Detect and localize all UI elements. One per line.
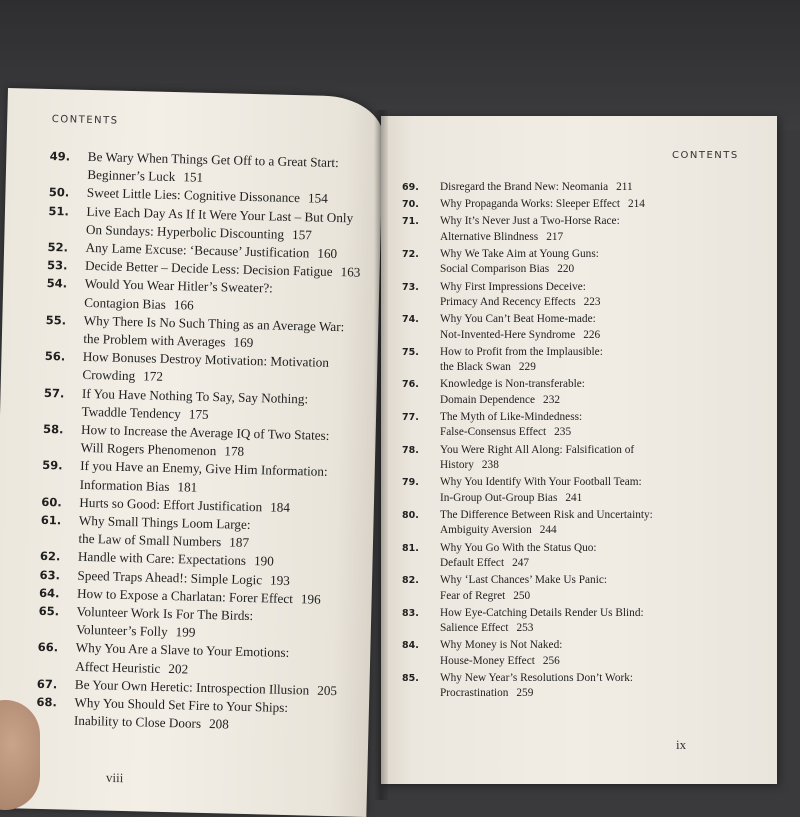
toc-entry-title: False-Consensus Effect [440,426,547,439]
toc-entry-number: 61. [40,512,62,528]
thumb [0,700,40,810]
toc-entry-page: 196 [300,591,321,607]
toc-entry-title-line [440,247,653,262]
toc-entry-title: Why ‘Last Chances’ Make Us Panic: [440,574,607,587]
toc-entry-title: If You Have Nothing To Say, Say Nothing: [81,385,309,407]
toc-entry-title: the Problem with Averages [83,330,226,350]
toc-entry-number: 83. [402,607,419,619]
toc-entry-page: 193 [269,572,291,588]
toc-entry-page: 178 [224,443,245,460]
toc-entry-page: 208 [208,716,230,732]
toc-entry-title: Handle with Care: Expectations [77,549,247,569]
toc-entry-number: 50. [48,185,70,200]
toc-entry-title-line [440,345,653,360]
toc-entry-title-line [440,393,653,408]
toc-entry [402,443,653,474]
toc-entry-title: On Sundays: Hyperbolic Discounting [85,221,285,242]
toc-entry [402,377,653,408]
right-page-header: CONTENTS [672,150,739,161]
toc-entry-number: 60. [41,494,62,510]
toc-entry-page: 154 [307,190,328,207]
toc-entry-title: How Bonuses Destroy Motivation: Motivation [82,349,330,371]
toc-entry-number: 49. [49,148,71,164]
toc-entry-title: Why Small Things Loom Large: [78,512,251,533]
toc-entry-title: Domain Dependence [440,393,536,406]
toc-entry [402,180,653,195]
toc-entry-title-line [440,328,653,343]
toc-entry [402,671,653,702]
toc-entry-page: 232 [543,393,560,406]
toc-entry-page: 214 [628,198,645,211]
toc-entry-page: 259 [516,687,534,700]
toc-entry [402,280,653,311]
toc-entry-title-line [440,671,653,686]
toc-entry-page: 181 [177,478,198,495]
toc-entry-title-line [440,197,653,212]
toc-entry-title-line [440,589,653,604]
toc-entry-number: 71. [402,216,419,228]
toc-entry-title: Volunteer’s Folly [76,622,168,640]
toc-entry [36,693,350,737]
toc-entry [402,573,653,604]
toc-entry [402,345,653,376]
toc-entry-page: 220 [557,263,575,276]
toc-entry-title-line [440,654,653,669]
toc-entry-title-line [440,573,653,588]
toc-entry-title: Contagion Bias [84,294,167,312]
toc-entry-title: Be Wary When Things Get Off to a Great Start: [87,148,339,171]
toc-entry-number: 82. [402,575,419,587]
toc-entry-title: Be Your Own Heretic: Introspection Illusion [74,676,310,698]
toc-entry-page: 217 [546,230,564,243]
toc-entry-title: Alternative Blindness [440,230,539,243]
left-page-header: CONTENTS [51,114,119,127]
toc-entry-title: Why You Go With the Status Quo: [440,541,597,554]
toc-entry-page: 238 [481,459,499,472]
toc-entry-number: 54. [46,276,68,291]
toc-entry-page: 166 [173,296,194,313]
toc-entry-title: Why New Year’s Resolutions Don’t Work: [440,671,634,684]
book-gutter [374,110,388,800]
toc-entry-title: Crowding [82,367,136,384]
toc-entry-number: 51. [48,203,69,219]
toc-entry-title: Why It’s Never Just a Two-Horse Race: [440,215,620,228]
toc-entry-title: Beginner’s Luck [87,167,176,185]
toc-entry-title-line [440,443,653,458]
toc-entry-title: Any Lame Excuse: ‘Because’ Justification [85,239,310,261]
toc-entry-title-line [440,214,653,229]
toc-entry-title-line [440,638,653,653]
toc-entry [402,214,653,245]
toc-entry-title-line [440,475,653,490]
toc-entry-title: Primacy And Recency Effects [440,296,576,309]
toc-entry-number: 57. [43,385,65,401]
toc-entry-page: 157 [291,226,313,243]
toc-entry-title: the Law of Small Numbers [78,531,222,550]
toc-entry-title: Twaddle Tendency [81,403,182,422]
toc-entry-title-line [440,295,653,310]
toc-entry-title: Why You Are a Slave to Your Emotions: [75,640,290,661]
toc-entry [402,410,653,441]
toc-entry-number: 58. [42,421,64,437]
toc-entry-title: Not-Invented-Here Syndrome [440,328,576,341]
toc-entry [402,247,653,278]
toc-entry-title: The Myth of Like-Mindedness: [440,411,583,424]
toc-entry-title: Why First Impressions Deceive: [440,280,586,293]
toc-entry-title: House-Money Effect [440,654,535,667]
toc-entry-title: Volunteer Work Is For The Birds: [76,603,254,624]
toc-entry-page: 172 [142,368,164,385]
toc-entry-page: 205 [317,682,338,699]
toc-entry-page: 163 [340,264,361,280]
toc-entry-title: Default Effect [440,556,505,569]
toc-entry-number: 55. [45,312,67,328]
toc-entry-title: Affect Heuristic [75,658,161,676]
toc-entry-number: 64. [38,585,60,601]
toc-entry-number: 66. [37,640,59,655]
toc-entry-title: Why We Take Aim at Young Guns: [440,248,599,261]
toc-entry-title: Why You Can’t Beat Home-made: [440,313,596,326]
toc-entry [402,312,653,343]
toc-entry-number: 81. [402,542,419,554]
toc-entry-number: 74. [402,314,419,326]
toc-entry-title: If you Have an Enemy, Give Him Information: [80,458,328,480]
left-toc-list [36,147,363,737]
toc-entry-page: 223 [583,296,601,309]
toc-entry-title: How Eye-Catching Details Render Us Blind: [440,606,644,619]
toc-entry [402,197,653,212]
toc-entry-number: 59. [42,458,63,473]
toc-entry-page: 175 [188,406,209,422]
toc-entry-title-line [440,621,653,636]
toc-entry-number: 72. [402,249,419,261]
toc-entry-title: How to Profit from the Implausible: [440,345,603,358]
toc-entry-title-line [440,686,653,701]
toc-entry-title: Why Propaganda Works: Sleeper Effect [440,198,620,211]
toc-entry-title-line [440,410,653,425]
toc-entry-title: Disregard the Brand New: Neomania [440,181,609,193]
toc-entry [402,638,653,669]
toc-entry [402,508,653,539]
toc-entry-page: 247 [512,556,530,569]
toc-entry-number: 76. [402,379,419,391]
toc-entry-title: the Black Swan [440,361,511,374]
toc-entry-title: Sweet Little Lies: Cognitive Dissonance [86,185,301,206]
toc-entry-title-line [440,508,653,523]
toc-entry-title: Would You Wear Hitler’s Sweater?: [84,276,274,296]
toc-entry-title-line [440,280,653,295]
right-toc-list [402,180,653,704]
toc-entry-title: Knowledge is Non-transferable: [440,378,585,391]
toc-entry-title: You Were Right All Along: Falsification of [440,443,635,456]
toc-entry-title: Inability to Close Doors [73,713,202,732]
toc-entry-title: Why You Should Set Fire to Your Ships: [74,694,289,716]
toc-entry-number: 78. [402,444,419,456]
toc-entry [402,606,653,637]
toc-entry-number: 80. [402,509,419,521]
toc-entry-page: 253 [516,622,534,635]
toc-entry-title-line [440,541,653,556]
toc-entry-number: 69. [402,182,419,193]
toc-entry-number: 63. [39,567,61,583]
toc-entry-title-line [440,312,653,327]
toc-entry-title: Decide Better – Decide Less: Decision Fatigue [84,258,333,280]
toc-entry-number: 73. [402,281,419,293]
toc-entry-title: How to Increase the Average IQ of Two States: [80,421,330,443]
toc-entry-title: Why Money is Not Naked: [440,639,563,652]
toc-entry-title: Information Bias [79,476,170,494]
toc-entry-title: Social Comparison Bias [440,263,550,276]
toc-entry-title: Hurts so Good: Effort Justification [79,494,263,515]
toc-entry-title-line [440,523,653,538]
toc-entry-title: Fear of Regret [440,589,506,602]
toc-entry-number: 79. [402,477,419,489]
toc-entry-title: In-Group Out-Group Bias [440,491,558,504]
toc-entry-title-line [440,360,653,375]
toc-entry-title: Ambiguity Aversion [440,524,532,537]
toc-entry-page: 226 [583,328,601,341]
toc-entry-number: 53. [46,258,68,273]
toc-entry-page: 256 [542,654,560,667]
toc-entry-title-line [440,377,653,392]
toc-entry-title-line [440,425,653,440]
toc-entry [402,475,653,506]
toc-entry-page: 190 [253,553,274,570]
toc-entry-title-line [440,556,653,571]
toc-entry-number: 52. [47,239,69,255]
toc-entry-number: 84. [402,640,419,652]
toc-entry-page: 229 [518,361,536,374]
toc-entry-title-line [440,458,653,473]
toc-entry-number: 67. [36,676,58,692]
left-page-folio: viii [105,769,124,786]
toc-entry-title-line [440,262,653,277]
toc-entry-page: 160 [317,245,338,262]
toc-entry-number: 56. [44,349,66,364]
toc-entry-number: 85. [402,672,419,684]
toc-entry-title: Speed Traps Ahead!: Simple Logic [77,567,263,587]
toc-entry-number: 75. [402,346,419,358]
toc-entry-number: 70. [402,199,419,211]
toc-entry-title: How to Expose a Charlatan: Forer Effect [76,585,294,606]
toc-entry-page: 211 [616,181,633,193]
toc-entry-title: The Difference Between Risk and Uncertainty: [440,508,653,521]
toc-entry-title: Salience Effect [440,622,509,635]
toc-entry-title-line [440,606,653,621]
toc-entry-page: 244 [539,524,557,537]
toc-entry-number: 68. [36,694,57,710]
right-page-folio: ix [676,737,687,752]
toc-entry-page: 241 [565,491,583,504]
toc-entry [402,541,653,572]
toc-entry-title-line [440,230,653,245]
toc-entry-title: Live Each Day As If It Were Your Last – But Only [86,203,354,226]
toc-entry-page: 202 [168,660,189,677]
toc-entry-page: 250 [513,589,531,602]
toc-entry-title: Why There Is No Such Thing as an Average War: [83,312,345,335]
toc-entry-title-line [440,491,653,506]
toc-entry-title: Will Rogers Phenomenon [80,440,217,459]
toc-entry-page: 235 [554,426,572,439]
toc-entry-page: 169 [233,334,254,351]
toc-entry-title: Why You Identify With Your Football Team: [440,476,642,489]
toc-entry-page: 151 [183,169,204,185]
toc-entry-page: 184 [269,499,291,515]
toc-entry-title: History [440,459,474,472]
toc-entry-page: 199 [175,624,196,640]
toc-entry-number: 62. [39,549,61,564]
toc-entry-page: 187 [229,534,250,551]
toc-entry-title: Procrastination [440,687,509,700]
toc-entry-title-line [440,180,653,195]
toc-entry-number: 65. [38,603,60,619]
toc-entry-number: 77. [402,412,419,424]
